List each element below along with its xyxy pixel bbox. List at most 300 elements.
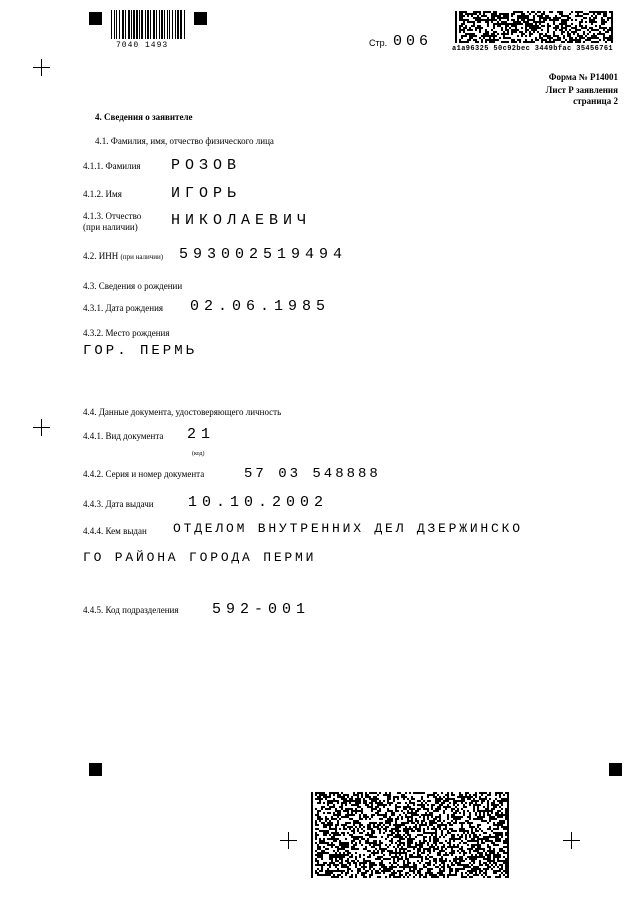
top-2d-code: [455, 11, 615, 43]
code-module: [403, 868, 405, 870]
code-module: [319, 810, 321, 812]
code-module: [401, 818, 403, 820]
code-module: [465, 858, 467, 860]
crosshair-mark-bottom-left: [280, 832, 297, 849]
code-module: [447, 854, 449, 856]
code-module: [339, 818, 341, 820]
code-module: [353, 814, 355, 816]
code-module: [413, 876, 415, 878]
code-module: [413, 830, 415, 832]
code-module: [389, 824, 391, 826]
code-module: [463, 854, 465, 856]
code-module: [499, 840, 501, 842]
birth-place-value: ГОР. ПЕРМЬ: [83, 343, 198, 359]
code-module: [337, 864, 339, 866]
code-module: [403, 844, 405, 846]
code-module: [467, 844, 469, 846]
code-module: [345, 874, 347, 876]
code-module: [511, 33, 513, 35]
code-module: [381, 842, 383, 844]
code-module: [463, 15, 465, 17]
code-module: [497, 33, 499, 35]
linear-barcode: [111, 10, 185, 39]
code-module: [329, 812, 331, 814]
code-module: [331, 824, 333, 826]
code-module: [453, 864, 455, 866]
code-module: [583, 41, 585, 43]
code-module: [397, 798, 399, 800]
code-module: [349, 822, 351, 824]
code-module: [567, 19, 569, 21]
code-module: [495, 794, 497, 796]
code-module: [443, 812, 445, 814]
code-module: [405, 792, 407, 794]
code-module: [439, 836, 441, 838]
code-module: [369, 818, 371, 820]
code-module: [489, 794, 491, 796]
name-value: ИГОРЬ: [171, 185, 242, 202]
registration-marker-bottom-right: [609, 763, 622, 776]
code-module: [507, 19, 509, 21]
code-module: [427, 828, 429, 830]
code-module: [455, 874, 457, 876]
inn-label: [83, 251, 163, 263]
code-module: [451, 854, 453, 856]
doc-series-label: 4.4.2. Серия и номер документа: [83, 469, 205, 479]
code-module: [365, 876, 367, 878]
code-module: [443, 802, 445, 804]
code-module: [409, 850, 411, 852]
code-module: [413, 838, 415, 840]
code-module: [385, 830, 387, 832]
code-module: [383, 850, 385, 852]
code-module: [433, 850, 435, 852]
code-module: [415, 874, 417, 876]
code-module: [503, 822, 505, 824]
code-module: [447, 876, 449, 878]
code-module: [369, 856, 371, 858]
code-module: [443, 836, 445, 838]
code-module: [413, 804, 415, 806]
code-module: [353, 832, 355, 834]
code-module: [371, 816, 373, 818]
code-module: [469, 818, 471, 820]
code-module: [585, 21, 587, 23]
code-module: [585, 17, 587, 19]
code-module: [367, 870, 369, 872]
code-module: [363, 826, 365, 828]
division-code-label: 4.4.5. Код подразделения: [83, 605, 179, 615]
code-module: [485, 832, 487, 834]
division-code-value: 592-001: [212, 601, 311, 618]
barcode-bar: [153, 10, 155, 39]
code-module: [319, 802, 321, 804]
code-module: [383, 800, 385, 802]
code-module: [579, 29, 581, 31]
code-module: [439, 808, 441, 810]
code-module: [375, 836, 377, 838]
code-module: [483, 842, 485, 844]
code-module: [493, 27, 495, 29]
code-module: [369, 876, 371, 878]
barcode-bar: [150, 10, 151, 39]
code-module: [381, 836, 383, 838]
code-module: [413, 852, 415, 854]
code-module: [481, 794, 483, 796]
code-module: [521, 23, 523, 25]
code-module: [465, 876, 467, 878]
code-module: [569, 13, 571, 15]
code-module: [515, 41, 517, 43]
code-module: [483, 800, 485, 802]
issued-by-line2: ГО РАЙОНА ГОРОДА ПЕРМИ: [83, 550, 317, 565]
code-module: [475, 35, 477, 37]
code-module: [337, 876, 339, 878]
code-module: [325, 826, 327, 828]
code-module: [443, 870, 445, 872]
code-module: [355, 844, 357, 846]
code-module: [477, 41, 479, 43]
code-module: [403, 876, 405, 878]
code-module: [445, 808, 447, 810]
issued-by-line1: ОТДЕЛОМ ВНУТРЕННИХ ДЕЛ ДЗЕРЖИНСКО: [173, 521, 523, 536]
code-module: [321, 808, 323, 810]
code-module: [371, 810, 373, 812]
code-module: [459, 852, 461, 854]
code-module: [401, 870, 403, 872]
code-module: [407, 876, 409, 878]
barcode-bar: [111, 10, 112, 39]
code-module: [463, 822, 465, 824]
code-module: [345, 838, 347, 840]
barcode-bar: [161, 10, 163, 39]
code-module: [521, 35, 523, 37]
code-module: [611, 41, 613, 43]
code-module: [365, 862, 367, 864]
code-module: [603, 23, 605, 25]
code-module: [379, 872, 381, 874]
code-module: [605, 41, 607, 43]
code-module: [481, 864, 483, 866]
code-module: [595, 21, 597, 23]
code-module: [499, 856, 501, 858]
code-module: [347, 872, 349, 874]
code-module: [373, 854, 375, 856]
code-module: [427, 804, 429, 806]
code-module: [397, 810, 399, 812]
code-module: [499, 876, 501, 878]
page-title: страница 2: [573, 96, 618, 106]
code-module: [453, 794, 455, 796]
code-module: [501, 808, 503, 810]
code-module: [429, 800, 431, 802]
code-module: [553, 41, 555, 43]
code-module: [359, 856, 361, 858]
code-module: [391, 842, 393, 844]
barcode-bar: [184, 10, 185, 39]
barcode-bar: [177, 10, 179, 39]
code-module: [557, 19, 559, 21]
code-module: [419, 808, 421, 810]
doc-series-value: 57 03 548888: [244, 466, 381, 482]
code-module: [419, 862, 421, 864]
code-module: [471, 876, 473, 878]
barcode-bar: [114, 10, 115, 39]
barcode-bar: [116, 10, 117, 39]
code-module: [413, 848, 415, 850]
code-module: [563, 31, 565, 33]
code-module: [575, 19, 577, 21]
code-module: [379, 810, 381, 812]
code-module: [371, 874, 373, 876]
code-module: [463, 860, 465, 862]
patronymic-sublabel: (при наличии): [83, 222, 138, 232]
code-module: [495, 872, 497, 874]
code-module: [501, 804, 503, 806]
code-module: [555, 29, 557, 31]
code-module: [407, 822, 409, 824]
code-module: [579, 41, 581, 43]
code-module: [425, 876, 427, 878]
code-module: [419, 816, 421, 818]
code-module: [385, 804, 387, 806]
code-module: [455, 812, 457, 814]
code-module: [471, 822, 473, 824]
code-module: [463, 814, 465, 816]
code-module: [447, 818, 449, 820]
code-module: [333, 794, 335, 796]
code-module: [543, 21, 545, 23]
code-module: [423, 792, 425, 794]
code-module: [607, 31, 609, 33]
code-module: [317, 834, 319, 836]
code-module: [335, 840, 337, 842]
code-module: [397, 860, 399, 862]
code-module: [429, 840, 431, 842]
code-module: [391, 820, 393, 822]
barcode-bar: [180, 10, 182, 39]
code-module: [537, 39, 539, 41]
code-module: [399, 826, 401, 828]
issue-date-value: 10.10.2002: [188, 494, 329, 511]
crosshair-mark-left-middle: [33, 419, 50, 436]
code-module: [451, 824, 453, 826]
code-module: [469, 39, 471, 41]
code-module: [595, 17, 597, 19]
code-module: [477, 874, 479, 876]
code-module: [463, 868, 465, 870]
inn-value: 593002519494: [179, 246, 348, 263]
code-module: [497, 828, 499, 830]
code-module: [479, 31, 481, 33]
code-module: [489, 876, 491, 878]
code-module: [571, 41, 573, 43]
barcode-bar: [119, 10, 120, 39]
issued-by-label: 4.4.4. Кем выдан: [83, 526, 147, 536]
code-module: [483, 816, 485, 818]
code-module: [533, 41, 535, 43]
code-module: [359, 802, 361, 804]
code-module: [389, 876, 391, 878]
code-module: [607, 19, 609, 21]
code-module: [461, 816, 463, 818]
code-module: [445, 860, 447, 862]
code-module: [363, 854, 365, 856]
code-module: [339, 828, 341, 830]
code-module: [419, 830, 421, 832]
code-module: [547, 31, 549, 33]
code-module: [393, 814, 395, 816]
code-module: [469, 804, 471, 806]
code-module: [383, 832, 385, 834]
code-module: [599, 39, 601, 41]
code-module: [421, 860, 423, 862]
code-module: [329, 796, 331, 798]
code-module: [467, 41, 469, 43]
code-module: [377, 794, 379, 796]
code-module: [475, 858, 477, 860]
barcode-bar: [128, 10, 130, 39]
code-module: [519, 41, 521, 43]
code-module: [437, 810, 439, 812]
sheet-title: Лист Р заявления: [545, 85, 618, 95]
code-module: [365, 866, 367, 868]
code-module: [459, 812, 461, 814]
code-module: [497, 844, 499, 846]
code-module: [449, 802, 451, 804]
code-module: [457, 870, 459, 872]
code-module: [481, 802, 483, 804]
code-module: [385, 876, 387, 878]
code-module: [321, 798, 323, 800]
code-module: [429, 852, 431, 854]
patronymic-label: 4.1.3. Отчество: [83, 211, 142, 221]
barcode-bar: [133, 10, 135, 39]
code-module: [423, 842, 425, 844]
patronymic-value: НИКОЛАЕВИЧ: [171, 212, 312, 229]
code-module: [543, 25, 545, 27]
code-module: [323, 864, 325, 866]
code-module: [525, 35, 527, 37]
code-module: [441, 792, 443, 794]
code-module: [345, 828, 347, 830]
code-module: [395, 872, 397, 874]
code-module: [481, 41, 483, 43]
code-module: [321, 858, 323, 860]
code-module: [515, 31, 517, 33]
code-module: [455, 830, 457, 832]
code-module: [589, 31, 591, 33]
birth-date-value: 02.06.1985: [190, 298, 331, 315]
code-module: [339, 834, 341, 836]
code-module: [329, 808, 331, 810]
code-module: [403, 798, 405, 800]
code-module: [573, 33, 575, 35]
barcode-bar: [141, 10, 143, 39]
doc-type-code-note: (код): [192, 451, 205, 457]
code-module: [311, 876, 313, 878]
code-module: [343, 834, 345, 836]
code-module: [521, 27, 523, 29]
code-module: [501, 836, 503, 838]
birth-place-label: 4.3.2. Место рождения: [83, 328, 170, 338]
code-module: [495, 806, 497, 808]
code-module: [455, 41, 457, 43]
code-module: [397, 818, 399, 820]
code-module: [383, 806, 385, 808]
code-module: [529, 35, 531, 37]
code-module: [459, 842, 461, 844]
code-module: [327, 848, 329, 850]
code-module: [337, 802, 339, 804]
code-module: [595, 25, 597, 27]
code-module: [431, 868, 433, 870]
form-title: Форма № Р14001: [548, 72, 618, 82]
code-module: [361, 832, 363, 834]
code-module: [475, 796, 477, 798]
code-module: [497, 39, 499, 41]
code-module: [399, 802, 401, 804]
code-module: [387, 826, 389, 828]
page-label: Стр.: [369, 38, 388, 48]
barcode-bar: [145, 10, 146, 39]
code-module: [587, 13, 589, 15]
code-module: [323, 812, 325, 814]
barcode-bar: [122, 10, 124, 39]
code-module: [451, 870, 453, 872]
code-module: [363, 830, 365, 832]
code-module: [471, 29, 473, 31]
code-module: [581, 21, 583, 23]
code-module: [477, 800, 479, 802]
code-module: [415, 836, 417, 838]
code-module: [379, 792, 381, 794]
code-module: [563, 41, 565, 43]
code-module: [373, 832, 375, 834]
code-module: [507, 41, 509, 43]
code-module: [419, 876, 421, 878]
code-module: [395, 866, 397, 868]
code-module: [529, 13, 531, 15]
code-module: [417, 810, 419, 812]
registration-marker-top-left: [89, 12, 102, 25]
doc-type-label: 4.4.1. Вид документа: [83, 431, 164, 441]
code-module: [433, 804, 435, 806]
code-module: [465, 802, 467, 804]
code-module: [387, 846, 389, 848]
code-module: [541, 29, 543, 31]
code-module: [399, 806, 401, 808]
barcode-bar: [175, 10, 176, 39]
code-module: [459, 818, 461, 820]
code-module: [459, 31, 461, 33]
code-module: [443, 876, 445, 878]
code-module: [377, 852, 379, 854]
registration-marker-bottom-left: [89, 763, 102, 776]
code-module: [375, 864, 377, 866]
barcode-bar: [136, 10, 138, 39]
code-module: [513, 13, 515, 15]
code-module: [461, 37, 463, 39]
code-module: [477, 830, 479, 832]
code-module: [385, 838, 387, 840]
code-module: [453, 852, 455, 854]
code-module: [341, 872, 343, 874]
code-module: [365, 818, 367, 820]
code-module: [473, 862, 475, 864]
code-module: [467, 15, 469, 17]
code-module: [357, 848, 359, 850]
